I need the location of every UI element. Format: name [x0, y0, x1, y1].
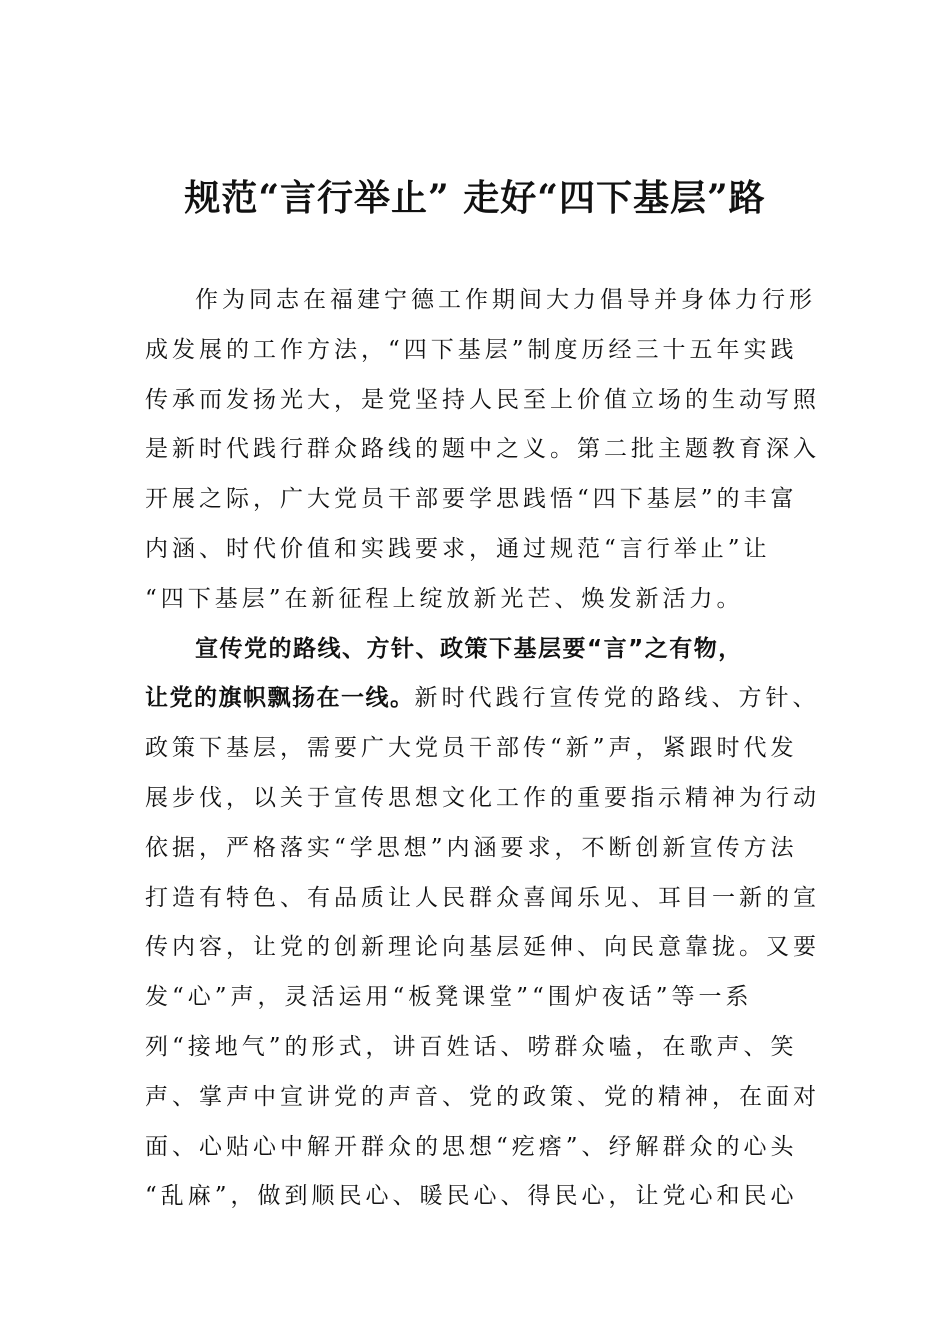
- paragraph-1-line-3: 传承而发扬光大，是党坚持人民至上价值立场的生动写照: [145, 386, 820, 413]
- paragraph-2-line-9: 列“接地气”的形式，讲百姓话、唠群众嗑，在歌声、笑: [145, 1033, 798, 1060]
- paragraph-2-line-8: 发“心”声，灵活运用“板凳课堂”“围炉夜话”等一系: [145, 984, 753, 1011]
- paragraph-2-line-12: “乱麻”，做到顺民心、暖民心、得民心，让党心和民心: [145, 1183, 798, 1210]
- paragraph-2-line-5: 依据，严格落实“学思想”内涵要求，不断创新宣传方法: [145, 834, 798, 861]
- paragraph-1-line-5: 开展之际，广大党员干部要学思践悟“四下基层”的丰富: [145, 486, 798, 513]
- paragraph-1-line-4: 是新时代践行群众路线的题中之义。第二批主题教育深入: [145, 436, 820, 463]
- paragraph-2-line-3: 政策下基层，需要广大党员干部传“新”声，紧跟时代发: [145, 735, 798, 762]
- paragraph-1-line-6: 内涵、时代价值和实践要求，通过规范“言行举止”让: [145, 535, 771, 562]
- paragraph-2-line-2: [145, 674, 820, 724]
- paragraph-2-heading-part-2: 让党的旗帜飘扬在一线。: [145, 685, 415, 712]
- paragraph-2-line-10: 声、掌声中宣讲党的声音、党的政策、党的精神，在面对: [145, 1083, 820, 1110]
- paragraph-1-line-2: 成发展的工作方法，“四下基层”制度历经三十五年实践: [145, 336, 798, 363]
- paragraph-2-line-2-rest: 新时代践行宣传党的路线、方针、: [414, 685, 820, 712]
- paragraph-2-line-1: [145, 625, 813, 675]
- paragraph-1-line-1: 作为同志在福建宁德工作期间大力倡导并身体力行形: [195, 287, 816, 313]
- paragraph-2-heading-part-1: 宣传党的路线、方针、政策下基层要“言”之有物，: [195, 635, 743, 662]
- document-title: 规范“言行举止” 走好“四下基层”路: [184, 177, 766, 219]
- paragraph-2-line-6: 打造有特色、有品质让人民群众喜闻乐见、耳目一新的宣: [145, 884, 820, 911]
- paragraph-2-line-4: 展步伐，以关于宣传思想文化工作的重要指示精神为行动: [145, 784, 820, 811]
- document-body: [145, 276, 820, 1222]
- paragraph-1-line-7: “四下基层”在新征程上绽放新光芒、焕发新活力。: [145, 585, 744, 612]
- paragraph-2-line-11: 面、心贴心中解开群众的思想“疙瘩”、纾解群众的心头: [145, 1133, 798, 1160]
- paragraph-2-line-7: 传内容，让党的创新理论向基层延伸、向民意靠拢。又要: [145, 934, 820, 961]
